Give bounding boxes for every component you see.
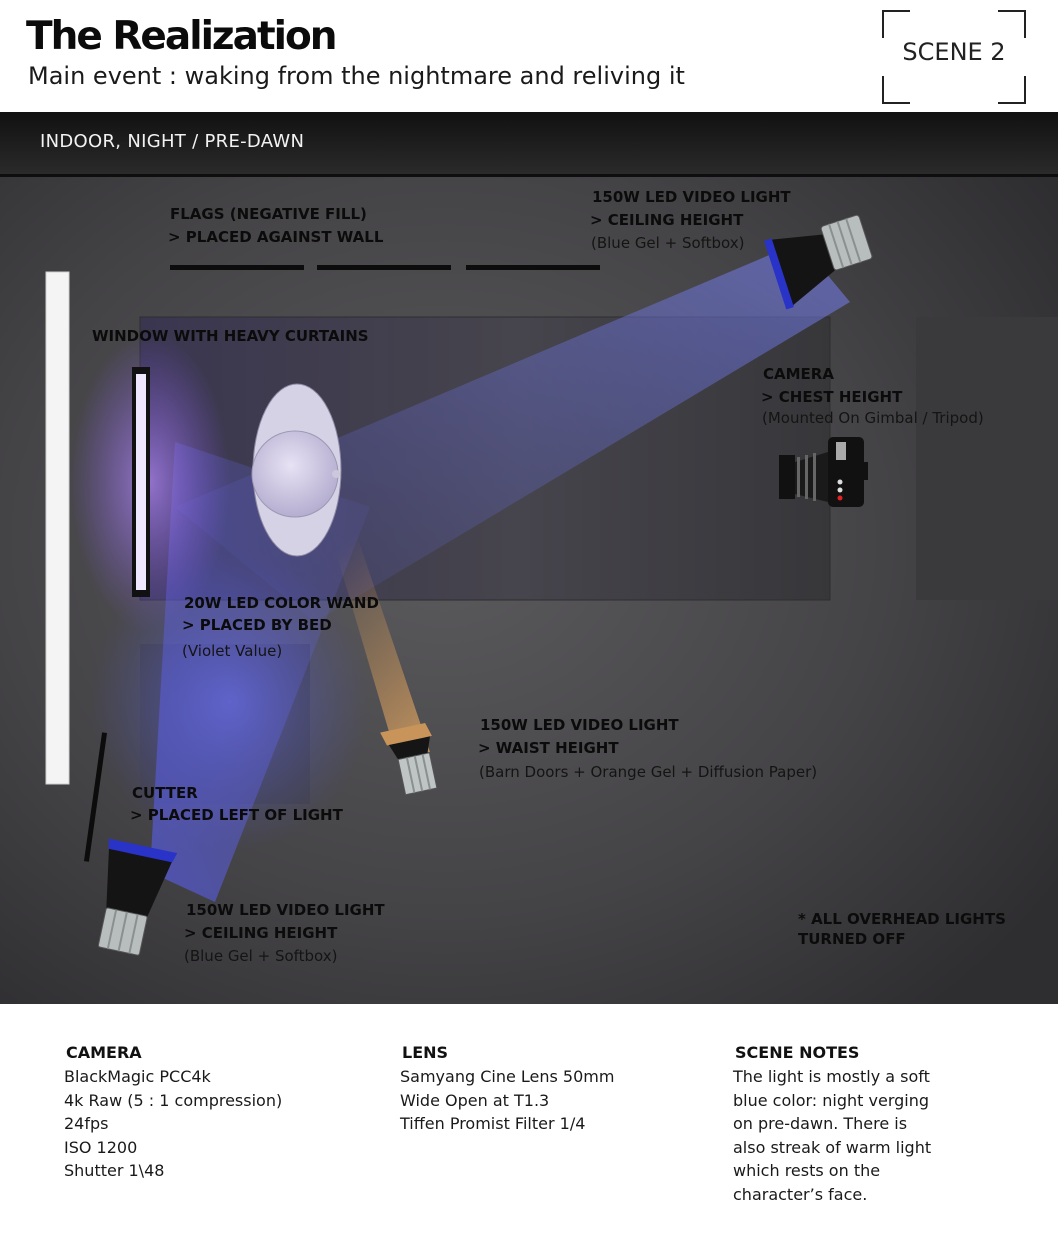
note-line: blue color: night verging [733,1090,930,1110]
lens-specs [400,1065,614,1136]
camera-specs [64,1065,282,1183]
setting-label: INDOOR, NIGHT / PRE-DAWN [40,131,305,152]
flag-icon [466,265,600,270]
scene-notes-heading: SCENE NOTES [735,1043,860,1062]
note-line: character’s face. [733,1184,868,1204]
mid-light-note: (Barn Doors + Orange Gel + Diffusion Paper) [479,763,818,781]
bottom-light-height: > CEILING HEIGHT [184,924,338,942]
wand-note: (Violet Value) [182,642,283,660]
camera-height: > CHEST HEIGHT [761,388,903,406]
top-light-height: > CEILING HEIGHT [590,211,744,229]
page-title: The Realization [26,14,336,59]
frame-corner-icon [882,10,910,38]
flags-placement: > PLACED AGAINST WALL [168,228,384,246]
flags-title: FLAGS (NEGATIVE FILL) [170,205,367,223]
camera-heading: CAMERA [66,1043,142,1062]
overhead-note-line2: TURNED OFF [798,930,906,948]
lighting-diagram [0,112,1058,1004]
spec-line: Samyang Cine Lens 50mm [400,1067,615,1086]
scene-label: SCENE 2 [902,38,1006,66]
note-line: also streak of warm light [733,1137,932,1157]
wand-placement: > PLACED BY BED [182,616,332,634]
frame-corner-icon [998,10,1026,38]
top-light-title: 150W LED VIDEO LIGHT [592,188,791,206]
setting-bar [0,112,1058,177]
color-wand-tube [136,374,146,590]
bottom-light-title: 150W LED VIDEO LIGHT [186,901,385,919]
camera-note: (Mounted On Gimbal / Tripod) [762,409,984,427]
note-line: which rests on the [733,1161,881,1181]
spec-line: 24fps [64,1114,109,1134]
lens-heading: LENS [402,1043,449,1062]
frame-corner-icon [882,76,910,104]
wand-label: 20W LED COLOR WAND [184,594,379,612]
nightstand [916,317,1058,600]
character-nose [332,470,340,478]
flag-icon [170,265,304,270]
spec-line: Tiffen Promist Filter 1/4 [400,1114,586,1134]
page-subtitle: Main event : waking from the nightmare and reliving it [28,62,685,90]
mid-light-title: 150W LED VIDEO LIGHT [480,716,679,734]
spec-line: ISO 1200 [64,1137,138,1157]
cutter-placement: > PLACED LEFT OF LIGHT [130,806,343,824]
character-head-icon [252,431,338,517]
window-icon [46,272,69,784]
spec-line: Shutter 1\48 [64,1161,165,1181]
note-line: on pre-dawn. There is [733,1114,908,1134]
scene-badge [882,10,1026,104]
floor-plan-graphic [0,112,1058,1004]
spec-line: 4k Raw (5 : 1 compression) [64,1090,283,1110]
spec-line: BlackMagic PCC4k [64,1067,211,1086]
bottom-light-note: (Blue Gel + Softbox) [184,947,338,965]
spec-line: Wide Open at T1.3 [400,1090,550,1110]
cutter-label: CUTTER [132,784,198,802]
flag-icon [317,265,451,270]
mid-light-height: > WAIST HEIGHT [478,739,619,757]
frame-corner-icon [998,76,1026,104]
top-light-note: (Blue Gel + Softbox) [591,234,745,252]
note-line: The light is mostly a soft [733,1067,930,1086]
scene-notes-text [733,1065,931,1207]
window-label: WINDOW WITH HEAVY CURTAINS [92,327,369,345]
overhead-note-line1: * ALL OVERHEAD LIGHTS [798,910,1006,928]
camera-label: CAMERA [763,365,834,383]
